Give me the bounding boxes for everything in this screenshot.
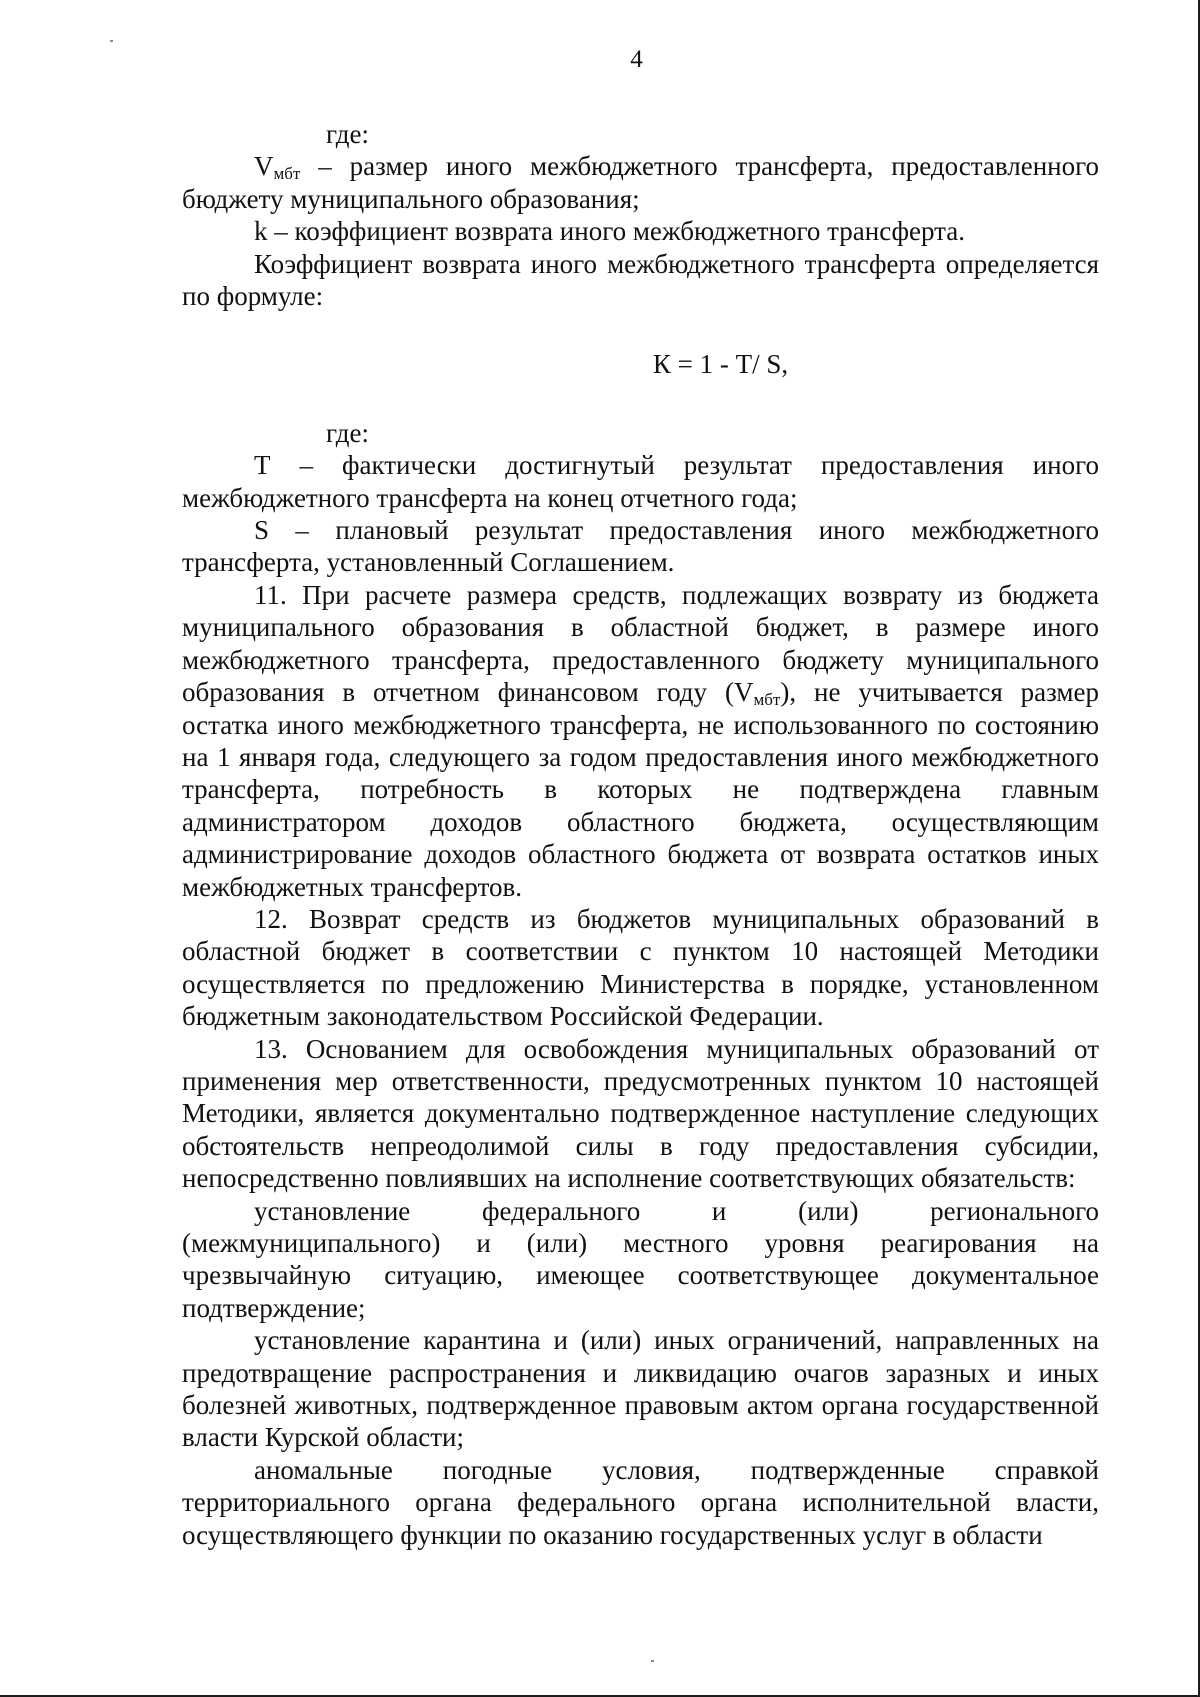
definition-s: S – плановый результат предоставления иного межбюджетного трансферта, установленный Соглашением.: [182, 515, 1099, 578]
v-symbol: V: [254, 151, 274, 182]
v-subscript: мбт: [273, 164, 301, 184]
scan-speck: [110, 40, 113, 42]
force-majeure-weather: аномальные погодные условия, подтвержденные справкой территориального органа федерального органа исполнительной власти, осуществляющего функции по оказанию государственных услуг в области: [182, 1454, 1099, 1550]
page-number: 4: [630, 46, 643, 73]
where-label-2: где:: [326, 417, 369, 448]
definition-t: Т – фактически достигнутый результат предоставления иного межбюджетного трансферта на конец отчетного года;: [182, 450, 1099, 513]
scan-speck: [651, 1660, 654, 1662]
definition-v-mbt: [182, 150, 1099, 215]
coefficient-intro: Коэффициент возврата иного межбюджетного трансферта определяется по формуле:: [182, 248, 1099, 312]
force-majeure-quarantine: установление карантина и (или) иных ограничений, направленных на предотвращение распространения и ликвидацию очагов заразных и иных болезней животных, подтвержденное правовым актом органа государственной власти Курской области;: [182, 1325, 1099, 1453]
force-majeure-emergency: установление федерального и (или) регионального (межмуниципального) и (или) местного уровня реагирования на чрезвычайную ситуацию, имеющее соответствующее документальное подтверждение;: [182, 1195, 1099, 1323]
clause-11-text-start: 11. При расчете размера средств, подлежащих возврату из бюджета муниципального образования в областной бюджет, в размере иного межбюджетного трансферта, предоставленного бюджету муниципального образования в отчетном финансовом году (V: [182, 579, 1099, 708]
return-coefficient-formula: К = 1 - Т/ S,: [652, 349, 789, 380]
where-label-1: где:: [326, 119, 369, 149]
clause-13: 13. Основанием для освобождения муниципальных образований от применения мер ответственности, предусмотренных пунктом 10 настоящей Методики, является документально подтвержденное наступление следующих обстоятельств непреодолимой силы в году предоставления субсидии, непосредственно повлиявших на исполнение соответствующих обязательств:: [182, 1033, 1099, 1194]
clause-12: 12. Возврат средств из бюджетов муниципальных образований в областной бюджет в соответствии с пунктом 10 настоящей Методики осуществляется по предложению Министерства в порядке, установленном бюджетным законодательством Российской Федерации.: [182, 903, 1099, 1032]
document-body: [182, 118, 1099, 1551]
clause-11-subscript: мбт: [753, 690, 781, 710]
clause-11-text-end: ), не учитывается размер остатка иного межбюджетного трансферта, не использованного по состоянию на 1 января года, следующего за годом предоставления иного межбюджетного трансферта, потребность в которых не подтверждена главным администратором доходов областного бюджета, осуществляющим администрирование доходов областного бюджета от возврата остатков иных межбюджетных трансфертов.: [182, 677, 1100, 902]
v-definition-text: – размер иного межбюджетного трансферта, предоставленного бюджету муниципального образования;: [182, 151, 1099, 214]
clause-11: [182, 579, 1099, 903]
definition-k: k – коэффициент возврата иного межбюджетного трансферта.: [254, 216, 966, 247]
